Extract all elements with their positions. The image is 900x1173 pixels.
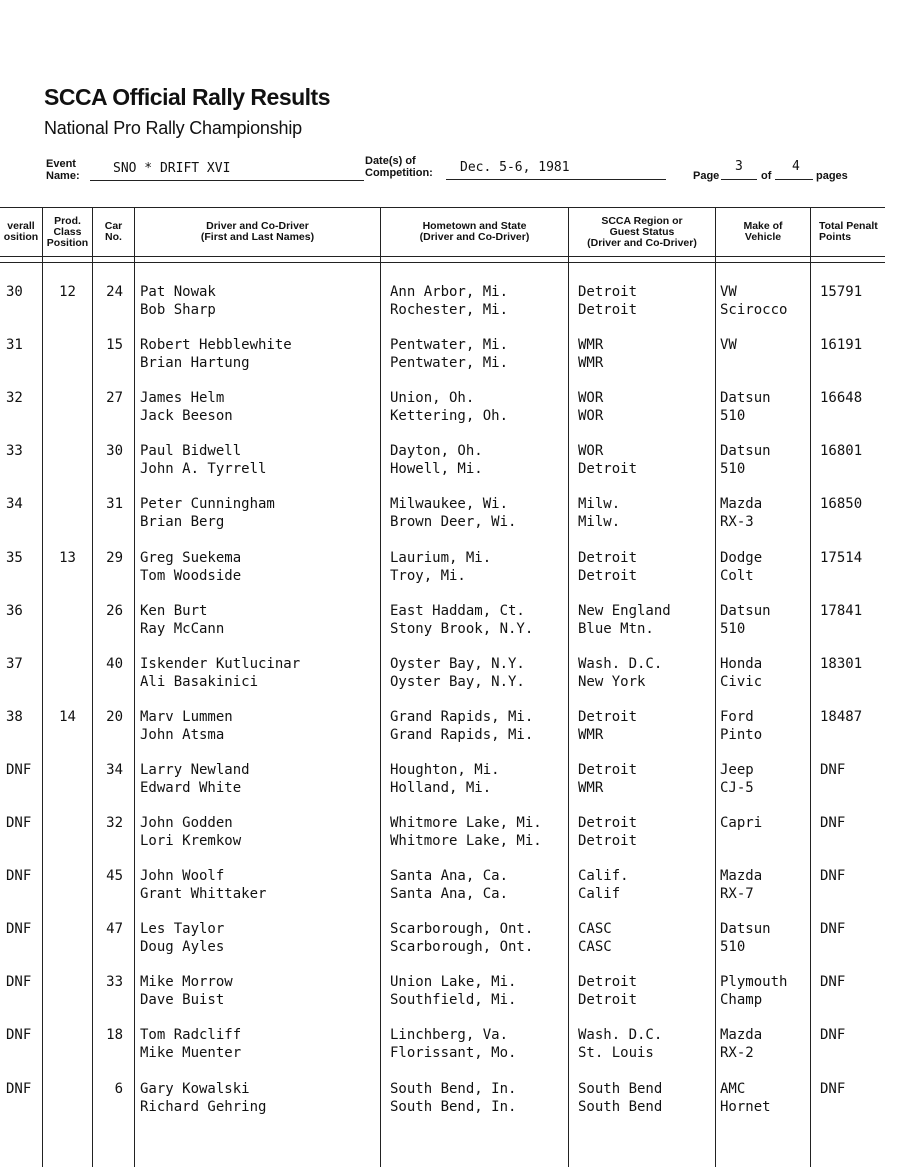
page-label: Page: [693, 170, 720, 182]
col-divider: [134, 207, 135, 1167]
codriver-name-cell: Grant Whittaker: [140, 886, 267, 903]
overall-position-cell: DNF: [6, 974, 32, 991]
codriver-region-cell: Detroit: [578, 302, 638, 318]
vehicle-make-cell: AMC: [720, 1080, 746, 1097]
driver-name-cell: Pat Nowak: [140, 284, 216, 300]
driver-region-cell: Calif.: [578, 868, 629, 885]
codriver-region-cell: CASC: [578, 939, 612, 956]
driver-hometown-cell: Scarborough, Ont.: [390, 921, 534, 938]
codriver-hometown-cell: Troy, Mi.: [390, 567, 466, 584]
driver-region-cell: Detroit: [578, 815, 638, 831]
codriver-region-cell: Detroit: [578, 833, 638, 849]
driver-hometown-cell: Pentwater, Mi.: [390, 337, 509, 354]
driver-hometown-cell: Oyster Bay, N.Y.: [390, 655, 525, 672]
codriver-region-cell: South Bend: [578, 1098, 663, 1115]
driver-hometown-cell: Dayton, Oh.: [390, 443, 483, 460]
codriver-region-cell: Blue Mtn.: [578, 620, 654, 637]
driver-region-cell: Milw.: [578, 496, 621, 513]
car-number-cell: 33: [106, 974, 123, 991]
col-header-class-position: Prod. Class Position: [46, 214, 89, 249]
overall-position-cell: 34: [6, 496, 23, 513]
overall-position-cell: 33: [6, 443, 23, 460]
codriver-hometown-cell: Florissant, Mo.: [390, 1045, 517, 1062]
codriver-name-cell: Tom Woodside: [140, 567, 242, 584]
of-label: of: [761, 170, 772, 182]
col-divider: [568, 207, 569, 1167]
car-number-cell: 15: [106, 337, 123, 354]
col-divider: [715, 207, 716, 1167]
vehicle-model-cell: Civic: [720, 673, 763, 690]
codriver-name-cell: Dave Buist: [140, 992, 225, 1009]
col-header-region: SCCA Region or Guest Status (Driver and Co-Driver): [587, 214, 697, 249]
col-header-make: Make of Vehicle: [743, 220, 783, 243]
event-label: Event Name:: [46, 158, 80, 182]
vehicle-make-cell: Dodge: [720, 549, 763, 566]
vehicle-make-cell: Datsun: [720, 921, 771, 938]
penalty-points-cell: DNF: [820, 1027, 846, 1044]
page-number: 3: [735, 159, 743, 174]
vehicle-model-cell: 510: [720, 461, 746, 478]
overall-position-cell: 38: [6, 708, 23, 725]
page-title: SCCA Official Rally Results: [44, 84, 331, 110]
codriver-hometown-cell: Santa Ana, Ca.: [390, 886, 509, 903]
driver-hometown-cell: Union, Oh.: [390, 390, 475, 407]
codriver-hometown-cell: Brown Deer, Wi.: [390, 514, 517, 531]
driver-region-cell: Detroit: [578, 761, 638, 778]
penalty-points-cell: DNF: [820, 921, 846, 938]
codriver-name-cell: Mike Muenter: [140, 1045, 242, 1062]
penalty-points-cell: DNF: [820, 974, 846, 991]
codriver-hometown-cell: Grand Rapids, Mi.: [390, 726, 534, 743]
codriver-name-cell: John Atsma: [140, 726, 225, 743]
vehicle-make-cell: Capri: [720, 815, 763, 831]
car-number-cell: 30: [106, 443, 123, 460]
codriver-region-cell: Milw.: [578, 514, 621, 531]
codriver-region-cell: WMR: [578, 355, 604, 372]
codriver-region-cell: New York: [578, 673, 646, 690]
penalty-points-cell: 15791: [820, 284, 863, 300]
vehicle-model-cell: Champ: [720, 992, 763, 1009]
results-table: [0, 207, 885, 1167]
vehicle-make-cell: Mazda: [720, 496, 763, 513]
vehicle-make-cell: Plymouth: [720, 974, 788, 991]
car-number-cell: 32: [106, 815, 123, 831]
driver-region-cell: WOR: [578, 443, 604, 460]
vehicle-make-cell: VW: [720, 284, 737, 300]
driver-name-cell: John Woolf: [140, 868, 225, 885]
codriver-name-cell: Richard Gehring: [140, 1098, 267, 1115]
driver-name-cell: Robert Hebblewhite: [140, 337, 292, 354]
vehicle-model-cell: Pinto: [720, 726, 763, 743]
codriver-region-cell: WMR: [578, 779, 604, 796]
overall-position-cell: DNF: [6, 1027, 32, 1044]
col-header-car-no: Car No.: [104, 220, 123, 243]
col-header-overall-position: verall osition: [3, 220, 39, 243]
codriver-name-cell: Jack Beeson: [140, 408, 233, 425]
overall-position-cell: DNF: [6, 1080, 32, 1097]
event-name: SNO * DRIFT XVI: [113, 161, 231, 176]
car-number-cell: 20: [106, 708, 123, 725]
driver-hometown-cell: Grand Rapids, Mi.: [390, 708, 534, 725]
penalty-points-cell: DNF: [820, 761, 846, 778]
vehicle-model-cell: CJ-5: [720, 779, 754, 796]
dates-label: Date(s) of Competition:: [365, 155, 433, 179]
car-number-cell: 24: [106, 284, 123, 300]
driver-region-cell: South Bend: [578, 1080, 663, 1097]
car-number-cell: 47: [106, 921, 123, 938]
driver-name-cell: John Godden: [140, 815, 233, 831]
penalty-points-cell: DNF: [820, 868, 846, 885]
codriver-name-cell: Bob Sharp: [140, 302, 216, 318]
driver-hometown-cell: East Haddam, Ct.: [390, 602, 525, 619]
page-number-underline: [721, 179, 757, 180]
driver-name-cell: Gary Kowalski: [140, 1080, 250, 1097]
driver-hometown-cell: Santa Ana, Ca.: [390, 868, 509, 885]
driver-name-cell: Iskender Kutlucinar: [140, 655, 301, 672]
driver-name-cell: Les Taylor: [140, 921, 225, 938]
header-rule-2: [0, 262, 885, 263]
codriver-region-cell: St. Louis: [578, 1045, 654, 1062]
codriver-hometown-cell: Southfield, Mi.: [390, 992, 517, 1009]
codriver-name-cell: Edward White: [140, 779, 242, 796]
car-number-cell: 18: [106, 1027, 123, 1044]
driver-name-cell: Mike Morrow: [140, 974, 233, 991]
driver-region-cell: CASC: [578, 921, 612, 938]
penalty-points-cell: 18487: [820, 708, 863, 725]
overall-position-cell: DNF: [6, 921, 32, 938]
codriver-region-cell: Detroit: [578, 567, 638, 584]
codriver-name-cell: Doug Ayles: [140, 939, 225, 956]
event-underline: [90, 180, 364, 181]
col-divider: [810, 207, 811, 1167]
col-divider: [380, 207, 381, 1167]
driver-region-cell: New England: [578, 602, 671, 619]
class-position-cell: 14: [59, 708, 76, 725]
driver-hometown-cell: Laurium, Mi.: [390, 549, 492, 566]
overall-position-cell: 31: [6, 337, 23, 354]
vehicle-model-cell: Hornet: [720, 1098, 771, 1115]
car-number-cell: 45: [106, 868, 123, 885]
penalty-points-cell: 17841: [820, 602, 863, 619]
codriver-hometown-cell: Oyster Bay, N.Y.: [390, 673, 525, 690]
penalty-points-cell: 16648: [820, 390, 863, 407]
vehicle-make-cell: Mazda: [720, 1027, 763, 1044]
vehicle-make-cell: Honda: [720, 655, 763, 672]
driver-region-cell: Detroit: [578, 708, 638, 725]
penalty-points-cell: 16191: [820, 337, 863, 354]
driver-name-cell: Paul Bidwell: [140, 443, 242, 460]
driver-region-cell: WOR: [578, 390, 604, 407]
vehicle-make-cell: Datsun: [720, 602, 771, 619]
overall-position-cell: 36: [6, 602, 23, 619]
driver-name-cell: Tom Radcliff: [140, 1027, 242, 1044]
car-number-cell: 31: [106, 496, 123, 513]
codriver-name-cell: Ali Basakinici: [140, 673, 259, 690]
codriver-region-cell: Detroit: [578, 461, 638, 478]
col-header-hometown: Hometown and State (Driver and Co-Driver): [419, 220, 530, 243]
car-number-cell: 29: [106, 549, 123, 566]
codriver-hometown-cell: Kettering, Oh.: [390, 408, 509, 425]
vehicle-model-cell: 510: [720, 408, 746, 425]
col-header-driver: Driver and Co-Driver (First and Last Names): [200, 220, 315, 243]
codriver-hometown-cell: Pentwater, Mi.: [390, 355, 509, 372]
vehicle-make-cell: Jeep: [720, 761, 754, 778]
vehicle-make-cell: Ford: [720, 708, 754, 725]
overall-position-cell: 30: [6, 284, 23, 300]
driver-hometown-cell: Union Lake, Mi.: [390, 974, 517, 991]
driver-region-cell: Detroit: [578, 974, 638, 991]
penalty-points-cell: 18301: [820, 655, 863, 672]
driver-hometown-cell: South Bend, In.: [390, 1080, 517, 1097]
driver-name-cell: Ken Burt: [140, 602, 208, 619]
driver-hometown-cell: Linchberg, Va.: [390, 1027, 509, 1044]
codriver-hometown-cell: Whitmore Lake, Mi.: [390, 833, 542, 849]
vehicle-model-cell: 510: [720, 620, 746, 637]
driver-hometown-cell: Ann Arbor, Mi.: [390, 284, 509, 300]
driver-region-cell: Wash. D.C.: [578, 655, 663, 672]
driver-region-cell: WMR: [578, 337, 604, 354]
overall-position-cell: 35: [6, 549, 23, 566]
car-number-cell: 27: [106, 390, 123, 407]
vehicle-make-cell: Datsun: [720, 443, 771, 460]
penalty-points-cell: 17514: [820, 549, 863, 566]
overall-position-cell: DNF: [6, 868, 32, 885]
driver-name-cell: Greg Suekema: [140, 549, 242, 566]
vehicle-make-cell: Datsun: [720, 390, 771, 407]
codriver-region-cell: WMR: [578, 726, 604, 743]
driver-name-cell: James Helm: [140, 390, 225, 407]
car-number-cell: 6: [114, 1080, 123, 1097]
vehicle-model-cell: Scirocco: [720, 302, 788, 318]
codriver-hometown-cell: Scarborough, Ont.: [390, 939, 534, 956]
codriver-name-cell: John A. Tyrrell: [140, 461, 267, 478]
driver-region-cell: Wash. D.C.: [578, 1027, 663, 1044]
class-position-cell: 13: [59, 549, 76, 566]
driver-name-cell: Marv Lummen: [140, 708, 233, 725]
car-number-cell: 34: [106, 761, 123, 778]
codriver-name-cell: Brian Hartung: [140, 355, 250, 372]
driver-region-cell: Detroit: [578, 284, 638, 300]
penalty-points-cell: DNF: [820, 1080, 846, 1097]
pages-label: pages: [816, 170, 848, 182]
vehicle-model-cell: Colt: [720, 567, 754, 584]
driver-name-cell: Peter Cunningham: [140, 496, 275, 513]
codriver-hometown-cell: Holland, Mi.: [390, 779, 492, 796]
vehicle-model-cell: RX-7: [720, 886, 754, 903]
codriver-hometown-cell: Rochester, Mi.: [390, 302, 509, 318]
vehicle-make-cell: Mazda: [720, 868, 763, 885]
overall-position-cell: DNF: [6, 815, 32, 831]
vehicle-model-cell: RX-2: [720, 1045, 754, 1062]
vehicle-make-cell: VW: [720, 337, 737, 354]
page-total-underline: [775, 179, 813, 180]
codriver-name-cell: Brian Berg: [140, 514, 225, 531]
car-number-cell: 26: [106, 602, 123, 619]
codriver-hometown-cell: Stony Brook, N.Y.: [390, 620, 534, 637]
penalty-points-cell: 16850: [820, 496, 863, 513]
codriver-region-cell: WOR: [578, 408, 604, 425]
car-number-cell: 40: [106, 655, 123, 672]
driver-region-cell: Detroit: [578, 549, 638, 566]
codriver-name-cell: Lori Kremkow: [140, 833, 242, 849]
codriver-name-cell: Ray McCann: [140, 620, 225, 637]
vehicle-model-cell: 510: [720, 939, 746, 956]
driver-hometown-cell: Houghton, Mi.: [390, 761, 500, 778]
driver-hometown-cell: Milwaukee, Wi.: [390, 496, 509, 513]
competition-dates: Dec. 5-6, 1981: [460, 160, 570, 175]
page-total: 4: [792, 159, 800, 174]
overall-position-cell: 37: [6, 655, 23, 672]
driver-name-cell: Larry Newland: [140, 761, 250, 778]
page-subtitle: National Pro Rally Championship: [44, 118, 302, 138]
codriver-region-cell: Calif: [578, 886, 621, 903]
penalty-points-cell: 16801: [820, 443, 863, 460]
class-position-cell: 12: [59, 284, 76, 300]
col-divider: [42, 207, 43, 1167]
codriver-region-cell: Detroit: [578, 992, 638, 1009]
penalty-points-cell: DNF: [820, 815, 846, 831]
dates-underline: [446, 179, 666, 180]
overall-position-cell: 32: [6, 390, 23, 407]
codriver-hometown-cell: South Bend, In.: [390, 1098, 517, 1115]
driver-hometown-cell: Whitmore Lake, Mi.: [390, 815, 542, 831]
codriver-hometown-cell: Howell, Mi.: [390, 461, 483, 478]
overall-position-cell: DNF: [6, 761, 32, 778]
vehicle-model-cell: RX-3: [720, 514, 754, 531]
col-header-points: Total Penalt Points: [819, 220, 878, 243]
